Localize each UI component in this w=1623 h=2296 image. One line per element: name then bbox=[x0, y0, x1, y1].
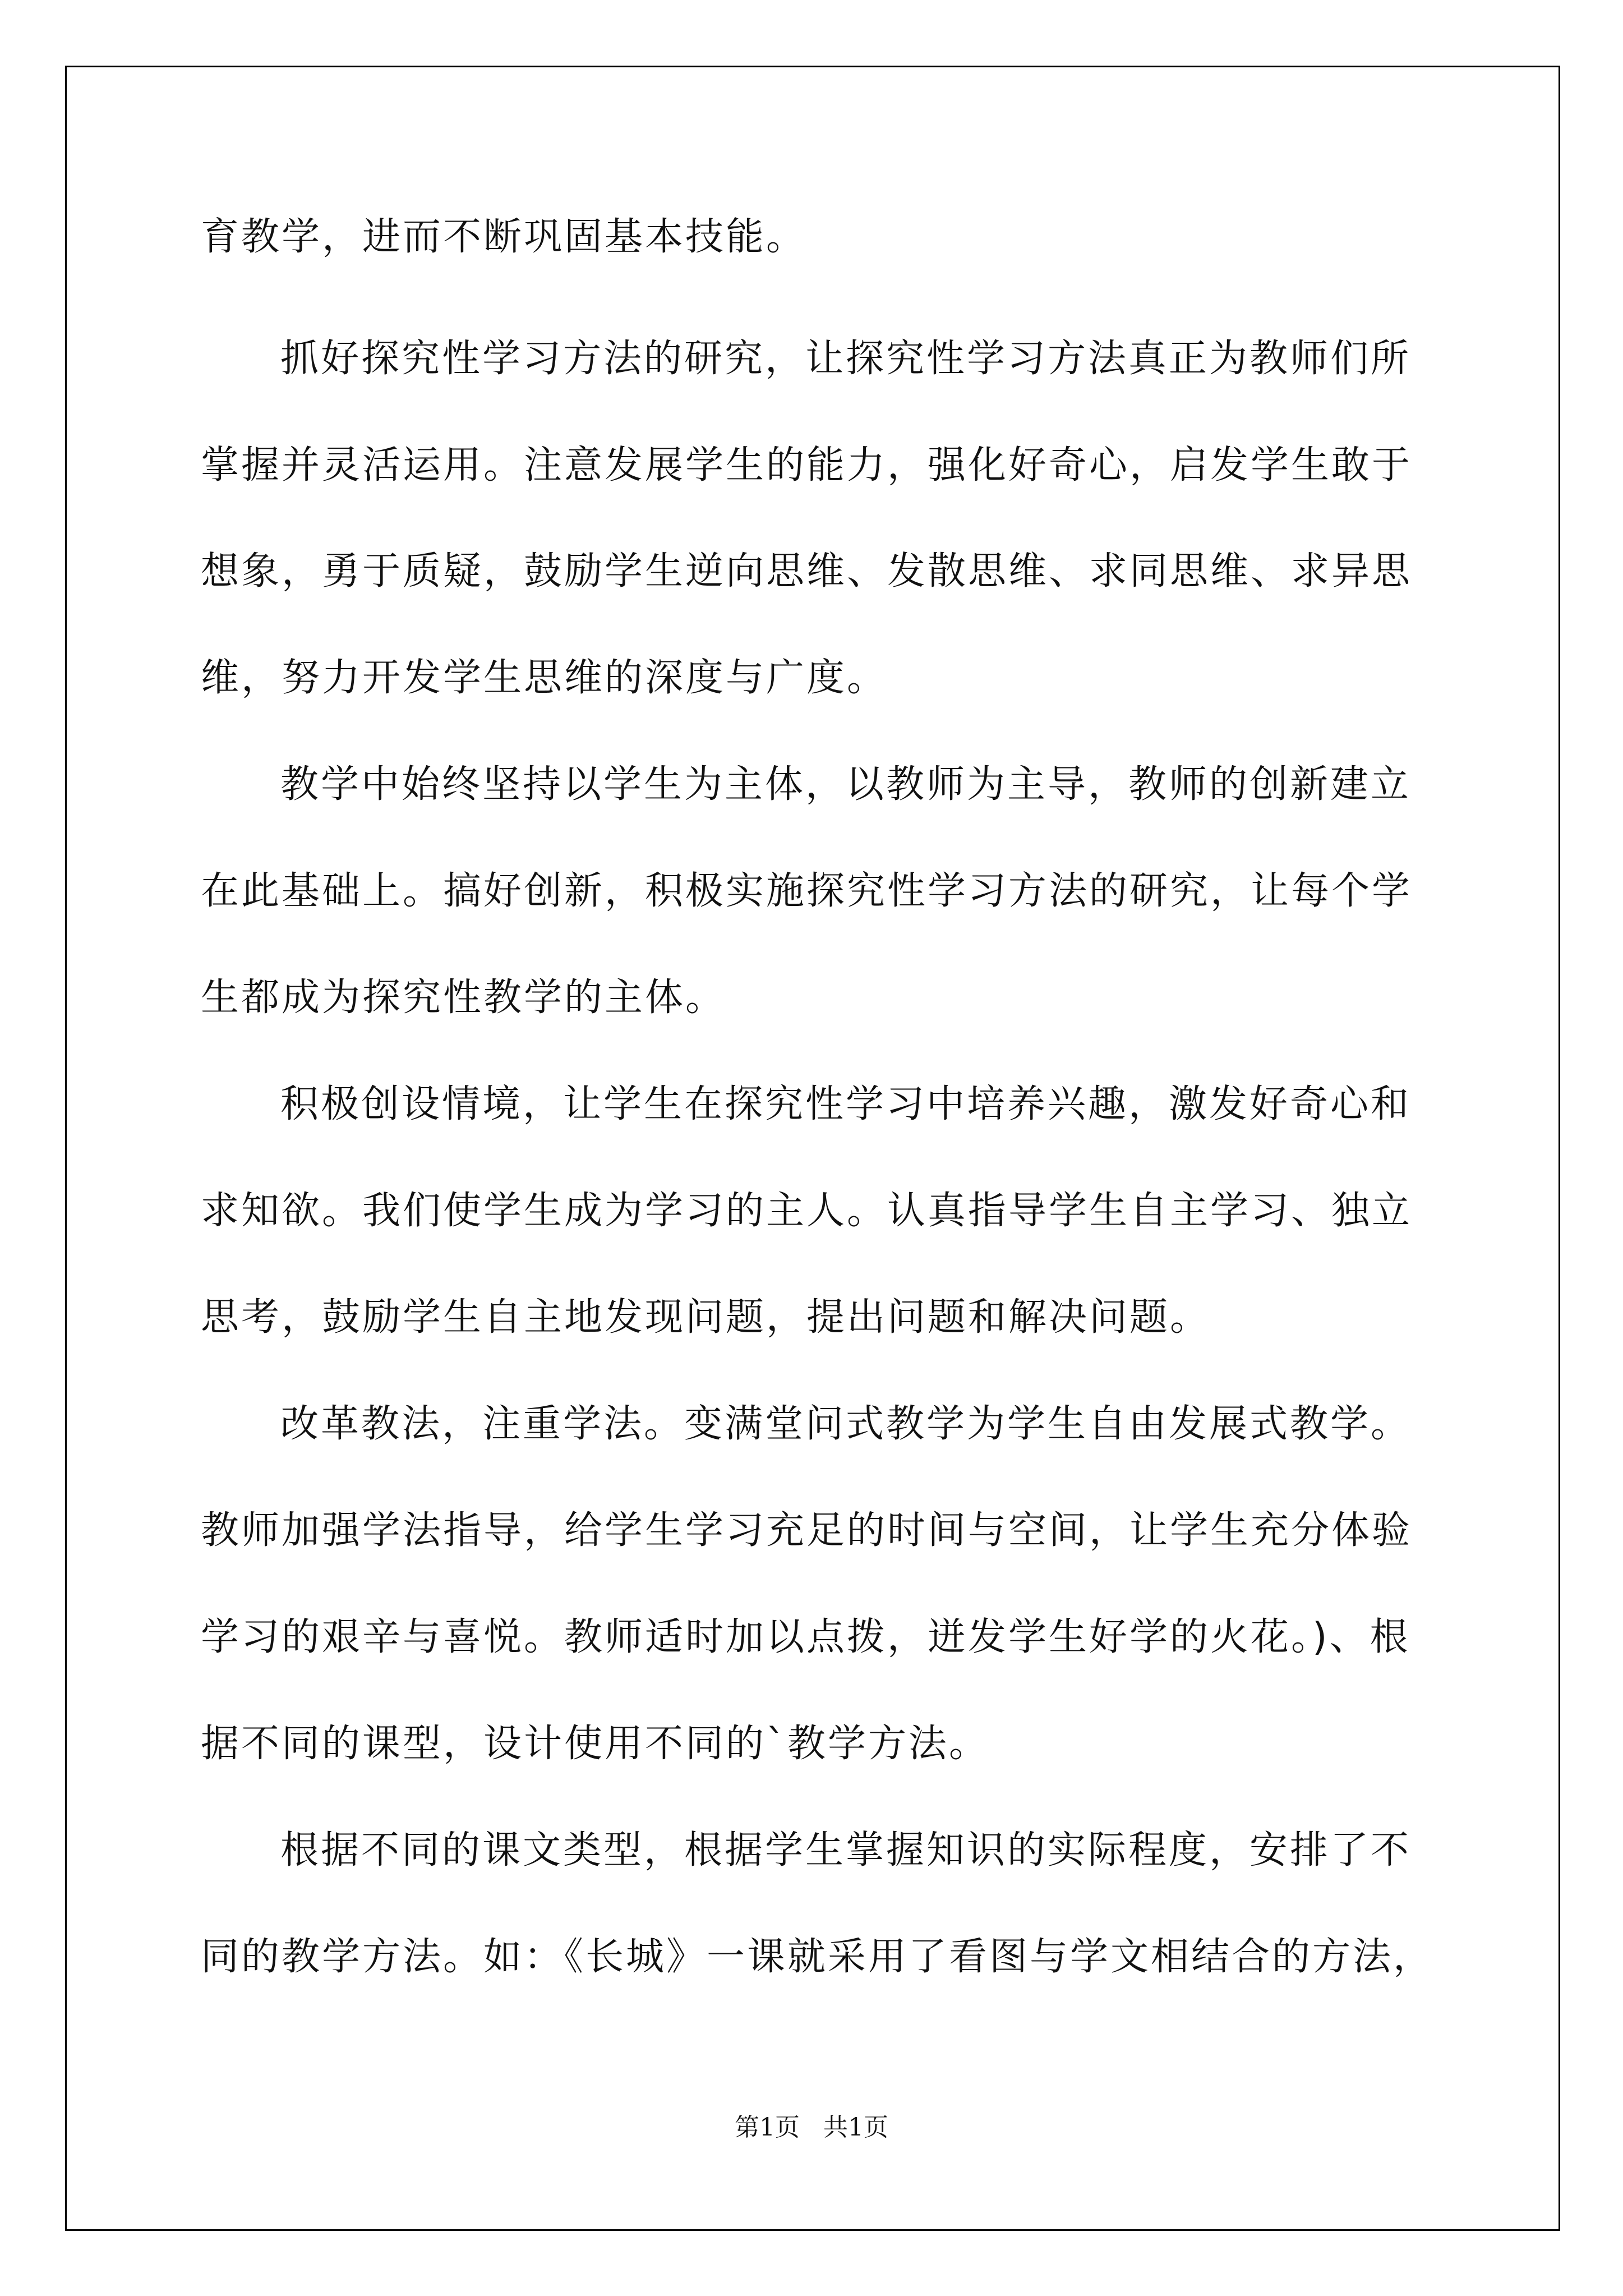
paragraph-first-line: 教学中始终坚持以学生为主体，以教师为主导，教师的创新建立 bbox=[280, 762, 1412, 807]
page-number: 第1页 bbox=[735, 2113, 800, 2142]
text-line: 同的教学方法。如：《长城》一课就采用了看图与学文相结合的方法， bbox=[201, 1935, 1434, 1979]
text-line: 学习的艰辛与喜悦。教师适时加以点拨，迸发学生好学的火花。)、根 bbox=[201, 1615, 1410, 1659]
text-line: 育教学，进而不断巩固基本技能。 bbox=[201, 215, 807, 259]
page-total: 共1页 bbox=[823, 2113, 888, 2142]
text-line: 在此基础上。搞好创新，积极实施探究性学习方法的研究，让每个学 bbox=[201, 869, 1413, 913]
page-footer bbox=[0, 2112, 1623, 2143]
text-line: 思考，鼓励学生自主地发现问题，提出问题和解决问题。 bbox=[201, 1295, 1211, 1340]
paragraph-first-line: 抓好探究性学习方法的研究，让探究性学习方法真正为教师们所 bbox=[280, 337, 1412, 381]
text-line: 掌握并灵活运用。注意发展学生的能力，强化好奇心，启发学生敢于 bbox=[201, 443, 1413, 487]
text-line: 生都成为探究性教学的主体。 bbox=[201, 976, 726, 1020]
paragraph-first-line: 积极创设情境，让学生在探究性学习中培养兴趣，激发好奇心和 bbox=[280, 1082, 1412, 1126]
paragraph-first-line: 改革教法，注重学法。变满堂问式教学为学生自由发展式教学。 bbox=[280, 1402, 1412, 1446]
paragraph-first-line: 根据不同的课文类型，根据学生掌握知识的实际程度，安排了不 bbox=[280, 1828, 1412, 1872]
text-line: 求知欲。我们使学生成为学习的主人。认真指导学生自主学习、独立 bbox=[201, 1189, 1413, 1233]
text-line: 想象，勇于质疑，鼓励学生逆向思维、发散思维、求同思维、求异思 bbox=[201, 549, 1413, 593]
text-line: 教师加强学法指导，给学生学习充足的时间与空间，让学生充分体验 bbox=[201, 1508, 1413, 1553]
text-line: 据不同的课型，设计使用不同的`教学方法。 bbox=[201, 1722, 990, 1766]
page-border bbox=[65, 66, 1560, 2231]
text-line: 维，努力开发学生思维的深度与广度。 bbox=[201, 656, 888, 700]
